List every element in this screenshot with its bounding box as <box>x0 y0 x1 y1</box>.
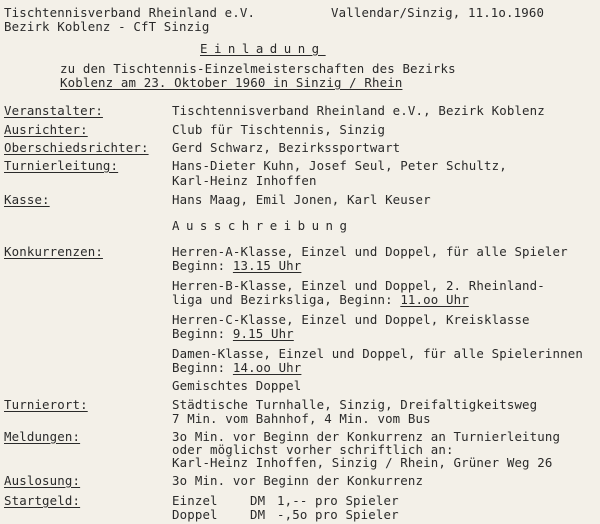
gemischt-line: Gemischtes Doppel <box>172 378 302 393</box>
meldungen-line-1: 3o Min. vor Beginn der Konkurrenz an Turnierleitung <box>172 429 561 444</box>
turnierort-line-2: 7 Min. vom Bahnhof, 4 Min. vom Bus <box>172 411 431 426</box>
label-turnierort: Turnierort: <box>4 397 88 412</box>
herren-c-line: Herren-C-Klasse, Einzel und Doppel, Kreisklasse <box>172 312 530 327</box>
startgeld-row-1-per: pro Spieler <box>315 493 399 508</box>
herren-a-begin-label: Beginn: <box>172 258 226 273</box>
herren-a-line: Herren-A-Klasse, Einzel und Doppel, für alle Spieler <box>172 244 568 259</box>
title-subtitle-1: zu den Tischtennis-Einzelmeisterschaften des Bezirks <box>60 61 456 76</box>
label-veranstalter: Veranstalter: <box>4 103 103 118</box>
value-kasse: Hans Maag, Emil Jonen, Karl Keuser <box>172 192 431 207</box>
meldungen-line-3: Karl-Heinz Inhoffen, Sinzig / Rhein, Grüner Weg 26 <box>172 455 553 470</box>
damen-time: 14.oo Uhr <box>232 360 302 375</box>
label-auslosung: Auslosung: <box>4 473 81 488</box>
herren-b-begin-label: liga und Bezirksliga, Beginn: <box>172 292 393 307</box>
value-veranstalter: Tischtennisverband Rheinland e.V., Bezirk Koblenz <box>172 103 545 118</box>
turnierort-line-1: Städtische Turnhalle, Sinzig, Dreifaltigkeitsweg <box>172 397 538 412</box>
startgeld-row-2-cat: Doppel <box>172 507 218 522</box>
damen-begin <box>172 361 301 375</box>
value-turnierleitung-1: Hans-Dieter Kuhn, Josef Seul, Peter Schultz, <box>172 158 507 173</box>
label-startgeld: Startgeld: <box>4 493 81 508</box>
value-oberschiedsrichter: Gerd Schwarz, Bezirkssportwart <box>172 140 401 155</box>
herren-b-line: Herren-B-Klasse, Einzel und Doppel, 2. Rheinland- <box>172 278 545 293</box>
place-date: Vallendar/Sinzig, 11.1o.1960 <box>331 5 545 20</box>
label-ausrichter: Ausrichter: <box>4 122 88 137</box>
ausschreibung-heading: Ausschreibung <box>172 218 354 233</box>
damen-begin-label: Beginn: <box>172 360 226 375</box>
label-turnierleitung: Turnierleitung: <box>4 158 119 173</box>
damen-line: Damen-Klasse, Einzel und Doppel, für alle Spielerinnen <box>172 346 583 361</box>
auslosung-value: 3o Min. vor Beginn der Konkurrenz <box>172 473 424 488</box>
herren-a-time: 13.15 Uhr <box>232 258 302 273</box>
title-subtitle-2: Koblenz am 23. Oktober 1960 in Sinzig / Rhein <box>60 75 403 90</box>
herren-c-time: 9.15 Uhr <box>232 326 294 341</box>
startgeld-row-1-cur: DM <box>250 493 266 508</box>
startgeld-row-1-amount: 1,-- <box>277 493 308 508</box>
org-line-2: Bezirk Koblenz - CfT Sinzig <box>4 19 210 34</box>
herren-c-begin-label: Beginn: <box>172 326 226 341</box>
meldungen-line-2: oder möglichst vorher schriftlich an: <box>172 442 454 457</box>
title-heading: Einladung <box>200 41 326 56</box>
startgeld-row-2-cur: DM <box>250 507 266 522</box>
org-line-1: Tischtennisverband Rheinland e.V. <box>4 5 256 20</box>
herren-b-time: 11.oo Uhr <box>400 292 469 307</box>
herren-b-begin <box>172 293 469 307</box>
herren-c-begin <box>172 327 294 341</box>
label-kasse: Kasse: <box>4 192 50 207</box>
label-oberschiedsrichter: Oberschiedsrichter: <box>4 140 149 155</box>
value-ausrichter: Club für Tischtennis, Sinzig <box>172 122 386 137</box>
value-turnierleitung-2: Karl-Heinz Inhoffen <box>172 173 317 188</box>
startgeld-row-2-amount: -,5o <box>277 507 308 522</box>
startgeld-row-1-cat: Einzel <box>172 493 218 508</box>
startgeld-row-2-per: pro Spieler <box>315 507 399 522</box>
label-meldungen: Meldungen: <box>4 429 81 444</box>
herren-a-begin <box>172 259 301 273</box>
label-konkurrenzen: Konkurrenzen: <box>4 244 103 259</box>
